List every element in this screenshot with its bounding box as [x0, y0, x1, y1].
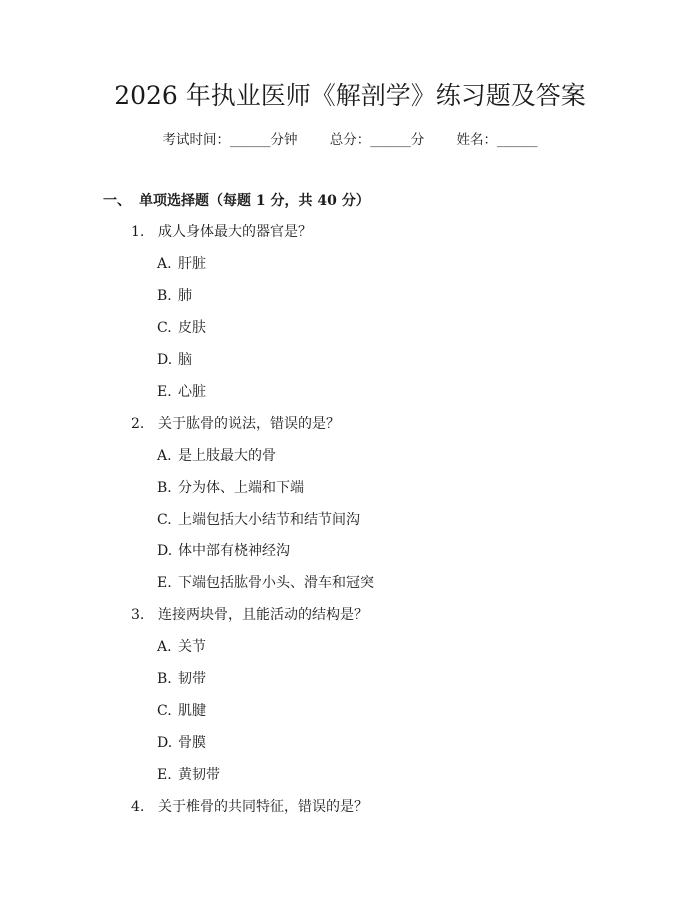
option-letter: B.	[157, 288, 172, 304]
q1-option-b	[157, 285, 192, 307]
q2-option-d	[157, 540, 290, 562]
question-number: 1.	[131, 224, 145, 240]
exam-info-line	[0, 130, 700, 150]
exam-time-field: 考试时间：______分钟	[162, 132, 298, 148]
q3-option-b	[157, 668, 206, 690]
option-text: 下端包括肱骨小头、滑车和冠突	[178, 575, 374, 591]
question-2	[131, 413, 340, 435]
option-text: 骨膜	[178, 735, 206, 751]
option-text: 肌腱	[178, 703, 206, 719]
option-letter: E.	[157, 767, 172, 783]
name-field: 姓名：______	[456, 132, 538, 148]
q2-option-c	[157, 509, 360, 531]
option-text: 黄韧带	[178, 767, 220, 783]
question-number: 4.	[131, 799, 145, 815]
option-letter: D.	[157, 352, 173, 368]
total-score-field: 总分：______分	[329, 132, 425, 148]
section-number: 一、	[103, 193, 131, 209]
option-letter: B.	[157, 671, 172, 687]
option-letter: C.	[157, 320, 172, 336]
option-letter: D.	[157, 735, 173, 751]
q1-option-a	[157, 253, 206, 275]
question-text: 关于椎骨的共同特征，错误的是？	[158, 799, 368, 815]
section-label: 单项选择题（每题 1 分，共 40 分）	[139, 193, 370, 209]
question-3	[131, 604, 368, 626]
q2-option-e	[157, 572, 374, 594]
option-text: 韧带	[178, 671, 206, 687]
option-text: 脑	[178, 352, 192, 368]
q3-option-e	[157, 764, 220, 786]
q2-option-b	[157, 477, 304, 499]
question-text: 关于肱骨的说法，错误的是？	[158, 416, 340, 432]
q1-option-d	[157, 349, 192, 371]
question-4	[131, 796, 368, 818]
option-text: 皮肤	[178, 320, 206, 336]
option-text: 分为体、上端和下端	[178, 480, 304, 496]
option-letter: E.	[157, 575, 172, 591]
question-1	[131, 221, 312, 243]
option-letter: E.	[157, 384, 172, 400]
q1-option-e	[157, 381, 206, 403]
q3-option-c	[157, 700, 206, 722]
option-text: 体中部有桡神经沟	[178, 543, 290, 559]
question-number: 2.	[131, 416, 145, 432]
q3-option-a	[157, 636, 206, 658]
q2-option-a	[157, 445, 276, 467]
document-title: 2026 年执业医师《解剖学》练习题及答案	[114, 81, 586, 110]
option-letter: A.	[157, 256, 172, 272]
option-text: 肺	[178, 288, 192, 304]
option-text: 是上肢最大的骨	[178, 448, 276, 464]
section-heading	[103, 190, 370, 212]
question-number: 3.	[131, 607, 145, 623]
option-text: 心脏	[178, 384, 206, 400]
option-text: 上端包括大小结节和结节间沟	[178, 512, 360, 528]
option-letter: C.	[157, 512, 172, 528]
question-text: 成人身体最大的器官是？	[158, 224, 312, 240]
question-text: 连接两块骨，且能活动的结构是？	[158, 607, 368, 623]
q1-option-c	[157, 317, 206, 339]
q3-option-d	[157, 732, 206, 754]
option-letter: A.	[157, 448, 172, 464]
option-letter: D.	[157, 543, 173, 559]
option-letter: C.	[157, 703, 172, 719]
option-letter: A.	[157, 639, 172, 655]
option-letter: B.	[157, 480, 172, 496]
option-text: 肝脏	[178, 256, 206, 272]
option-text: 关节	[178, 639, 206, 655]
